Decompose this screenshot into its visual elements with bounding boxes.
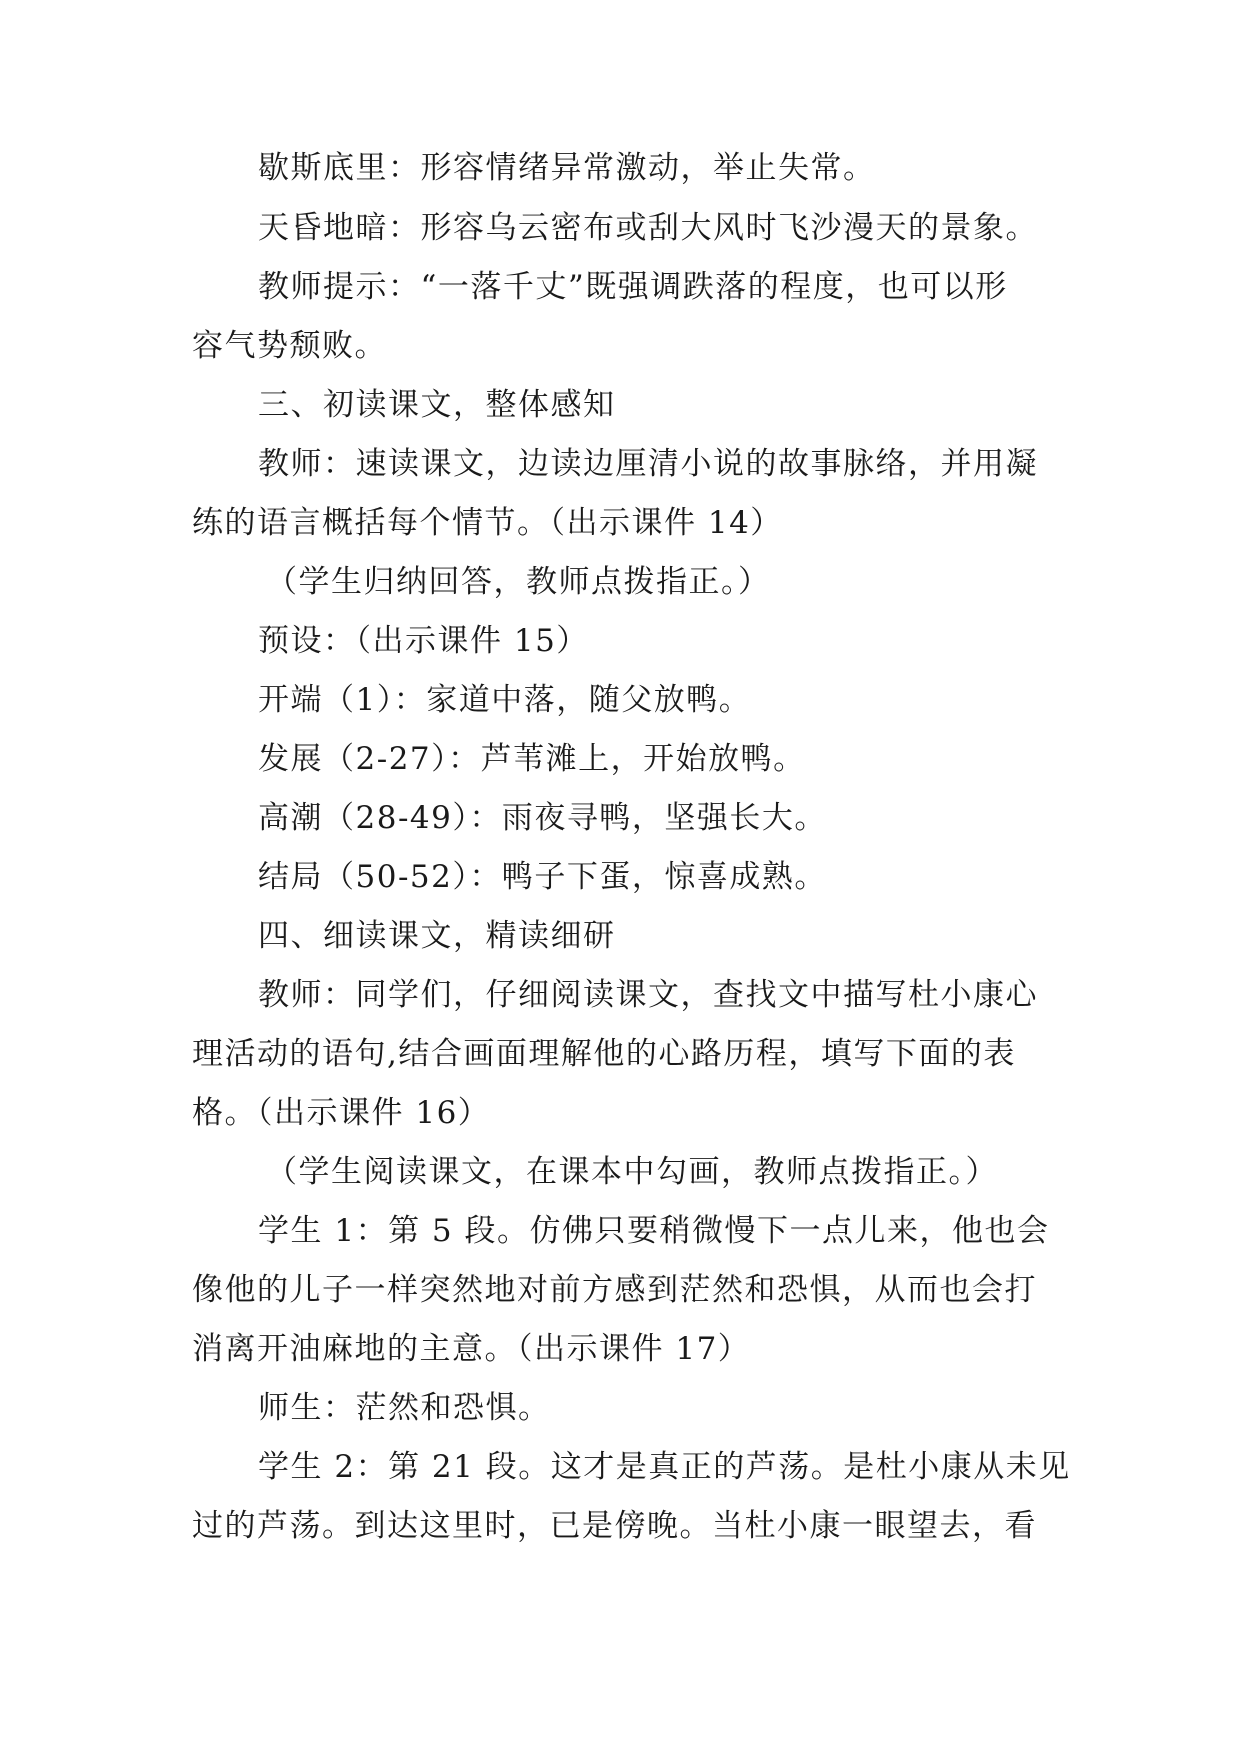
paragraph-line: 学生 1：第 5 段。仿佛只要稍微慢下一点儿来，他也会 <box>258 1213 1050 1249</box>
section-heading: 三、初读课文，整体感知 <box>258 387 616 423</box>
paragraph-line: 教师：速读课文，边读边厘清小说的故事脉络，并用凝 <box>258 446 1038 482</box>
paragraph-line: 教师提示：“一落千丈”既强调跌落的程度，也可以形 <box>258 269 1008 305</box>
paragraph-line: 结局（50-52）：鸭子下蛋，惊喜成熟。 <box>258 859 827 895</box>
paragraph-line: 预设：（出示课件 15） <box>258 623 589 659</box>
paragraph-line: 学生 2：第 21 段。这才是真正的芦荡。是杜小康从未见 <box>258 1449 1071 1485</box>
paragraph-line: 师生：茫然和恐惧。 <box>258 1390 551 1426</box>
paragraph-line: 歇斯底里：形容情绪异常激动，举止失常。 <box>258 150 876 186</box>
paragraph-line: 开端（1）：家道中落，随父放鸭。 <box>258 682 752 718</box>
paragraph-line: （学生阅读课文，在课本中勾画，教师点拨指正。） <box>266 1154 998 1190</box>
paragraph-line: 格。（出示课件 16） <box>192 1095 491 1131</box>
paragraph-line: 高潮（28-49）：雨夜寻鸭，坚强长大。 <box>258 800 827 836</box>
paragraph-line: （学生归纳回答，教师点拨指正。） <box>266 564 771 600</box>
paragraph-line: 消离开油麻地的主意。（出示课件 17） <box>192 1331 751 1367</box>
section-heading: 四、细读课文，精读细研 <box>258 918 616 954</box>
paragraph-line: 理活动的语句,结合画面理解他的心路历程，填写下面的表 <box>192 1036 1016 1072</box>
paragraph-line: 过的芦荡。到达这里时，已是傍晚。当杜小康一眼望去，看 <box>192 1508 1037 1544</box>
paragraph-line: 教师：同学们，仔细阅读课文，查找文中描写杜小康心 <box>258 977 1038 1013</box>
paragraph-line: 发展（2-27）：芦苇滩上，开始放鸭。 <box>258 741 806 777</box>
paragraph-line: 像他的儿子一样突然地对前方感到茫然和恐惧，从而也会打 <box>192 1272 1037 1308</box>
paragraph-line: 练的语言概括每个情节。（出示课件 14） <box>192 505 783 541</box>
paragraph-line: 容气势颓败。 <box>192 328 387 364</box>
paragraph-line: 天昏地暗：形容乌云密布或刮大风时飞沙漫天的景象。 <box>258 210 1038 246</box>
